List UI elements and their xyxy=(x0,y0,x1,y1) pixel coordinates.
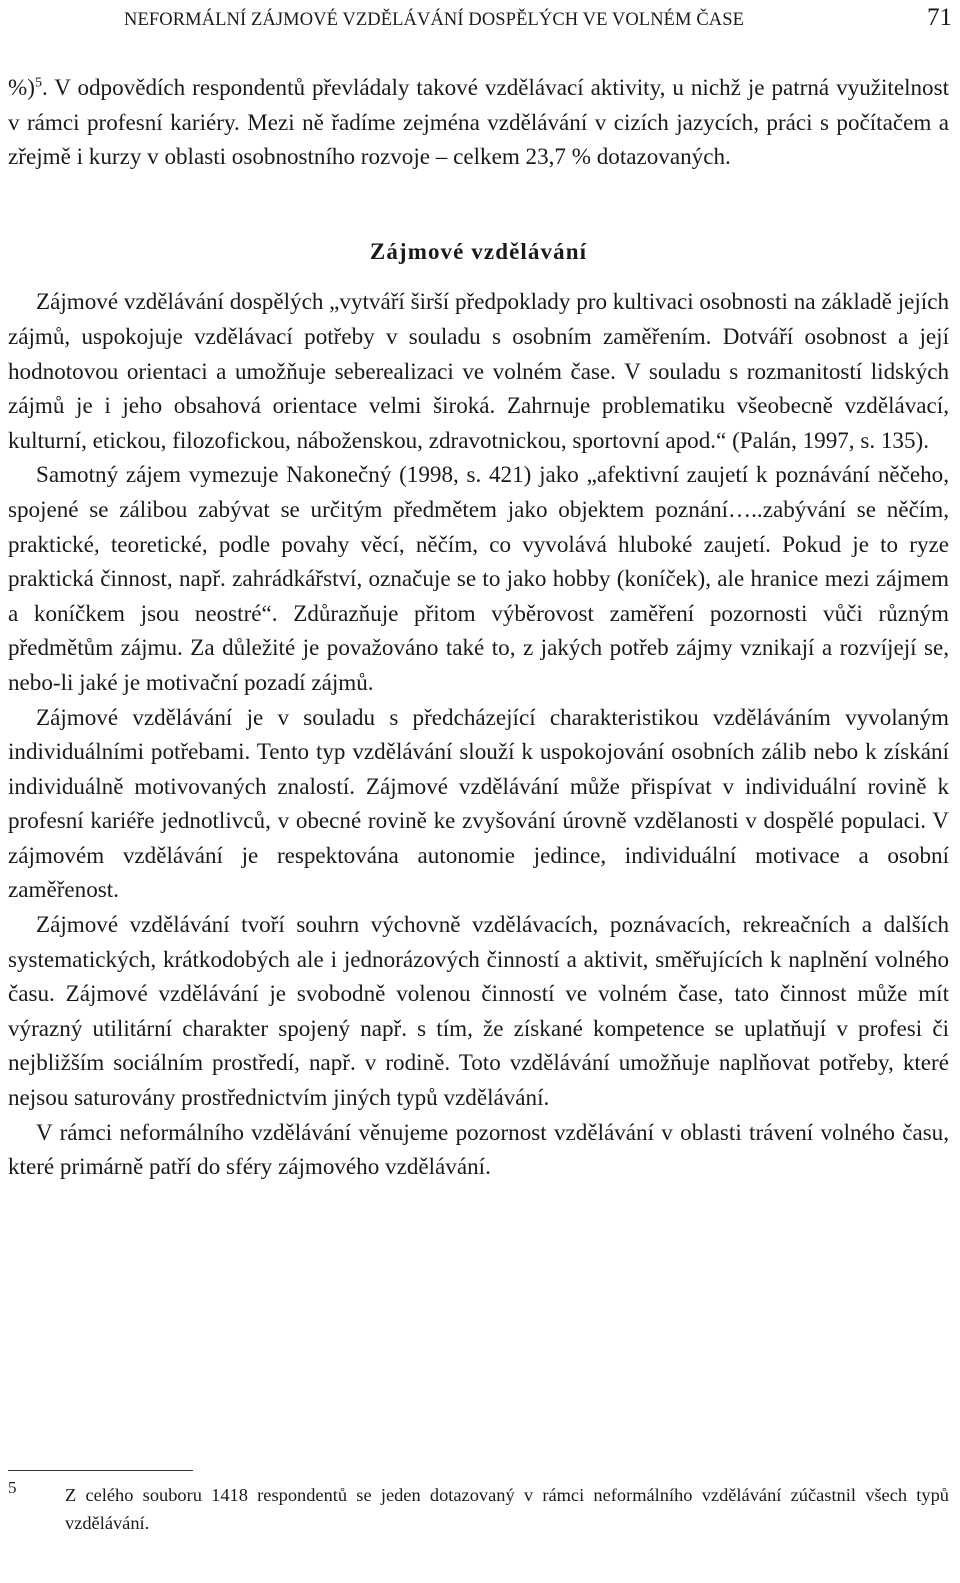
paragraph-leisure-activities: Zájmové vzdělávání tvoří souhrn výchovně vzdělávacích, poznávacích, rekreačních a dalších systematických, krátkodobých ale i jednorázových činností a aktivit, směřujících k naplnění volného času. Zájmové vzdělávání je svobodně volenou činností ve volném čase, tato činnost může mít výrazný utilitární charakter spojený např. s tím, že získané kompetence se uplatňují v profesi či nejbližším sociálním prostředí, např. v rodině. Toto vzdělávání umožňuje naplňovat potřeby, které nejsou saturovány prostřednictvím jiných typů vzdělávání. xyxy=(8,911,949,1111)
running-header xyxy=(124,4,952,36)
footnote-reference: 5 xyxy=(34,75,42,91)
running-title: NEFORMÁLNÍ ZÁJMOVÉ VZDĚLÁVÁNÍ DOSPĚLÝCH VE VOLNÉM ČASE xyxy=(124,10,745,30)
paragraph-interest: Samotný zájem vymezuje Nakonečný (1998, s. 421) jako „afektivní zaujetí k poznávání něčeho, spojené se zálibou zabývat se určitým předmětem jako objektem poznání…..zabývání se něčím, praktické, teoretické, podle povahy věcí, něčím, co vyvolává hluboké zaujetí. Pokud je to ryze praktická činnost, např. zahrádkářství, označuje se to jako hobby (koníček), ale hranice mezi zájmem a koníčkem jsou neostré“. Zdůrazňuje přitom výběrovost zaměření pozornosti vůči různým předmětům zájmu. Za důležité je považováno také to, z jakých potřeb zájmy vznikají a rozvíjejí se, nebo-li jaké je motivační pozadí zájmů. xyxy=(8,461,949,695)
main-text xyxy=(8,70,949,1184)
paragraph-individual-needs: Zájmové vzdělávání je v souladu s předcházející charakteristikou vzděláváním vyvolaným individuálními potřebami. Tento typ vzdělávání slouží k uspokojování osobních zálib nebo k získání individuálně motivovaných znalostí. Zájmové vzdělávání může přispívat v individuální rovině k profesní kariéře jednotlivců, v obecné rovině ke zvyšování úrovně vzdělanosti v dospělé populaci. V zájmovém vzdělávání je respektována autonomie jedince, individuální motivace a osobní zaměřenost. xyxy=(8,703,949,903)
page-number: 71 xyxy=(927,4,952,31)
footnote xyxy=(8,1478,949,1537)
intro-paragraph xyxy=(8,70,949,174)
intro-paragraph-start: %) xyxy=(8,74,35,100)
section-heading: Zájmové vzdělávání xyxy=(369,238,588,264)
paragraph-definition: Zájmové vzdělávání dospělých „vytváří širší předpoklady pro kultivaci osobnosti na základě jejích zájmů, uspokojuje vzdělávací potřeby v souladu s osobním zaměřením. Dotváří osobnost a její hodnotovou orientaci a umožňuje seberealizaci ve volném čase. V souladu s rozmanitostí lidských zájmů je i jeho obsahová orientace velmi široká. Zahrnuje problematiku všeobecně vzdělávací, kulturní, etickou, filozofickou, náboženskou, zdravotnickou, sportovní apod.“ (Palán, 1997, s. 135). xyxy=(8,288,949,453)
footnote-text: Z celého souboru 1418 respondentů se jeden dotazovaný v rámci neformálního vzdělávání zúčastnil všech typů vzdělávání. xyxy=(65,1485,949,1533)
paragraph-conclusion: V rámci neformálního vzdělávání věnujeme pozornost vzdělávání v oblasti trávení volného času, které primárně patří do sféry zájmového vzdělávání. xyxy=(8,1118,949,1180)
footnote-mark: 5 xyxy=(8,1478,17,1497)
intro-paragraph-rest: . V odpovědích respondentů převládaly takové vzdělávací aktivity, u nichž je patrná využitelnost v rámci profesní kariéry. Mezi ně řadíme zejména vzdělávání v cizích jazycích, práci s počítačem a zřejmě i kurzy v oblasti osobnostního rozvoje – celkem 23,7 % dotazovaných. xyxy=(8,74,949,170)
footnote-separator xyxy=(8,1470,193,1471)
